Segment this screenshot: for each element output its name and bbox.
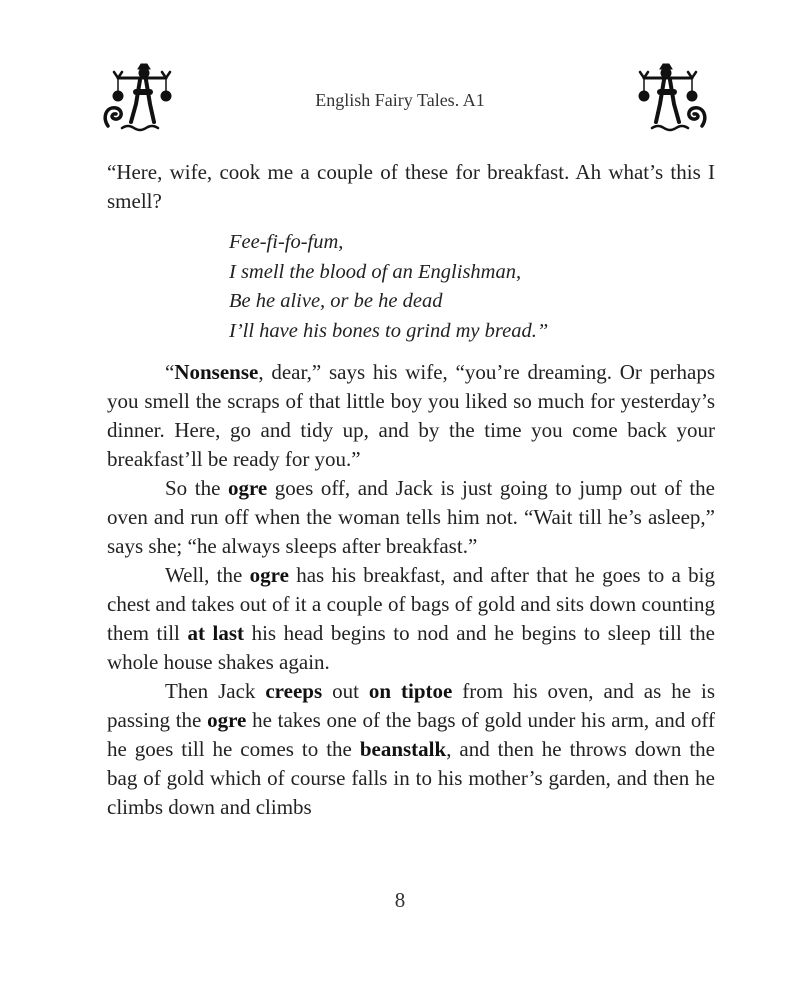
verse-line: I smell the blood of an Englishman, [229, 260, 522, 283]
vocabulary-word: at last [187, 621, 245, 645]
verse-block [229, 228, 715, 346]
verse-line: I’ll have his bones to grind my bread.” [229, 319, 549, 342]
paragraph: “Nonsense, dear,” says his wife, “you’re dreaming. Or perhaps you smell the scraps of that little boy you liked so much for yesterday’s dinner. Here, go and tidy up, and by the time you come back your breakfast’ll be ready for you.” [107, 360, 715, 471]
vocabulary-word: on tiptoe [368, 679, 453, 703]
vocabulary-word: ogre [227, 476, 268, 500]
verse-line: Be he alive, or be he dead [229, 290, 443, 312]
paragraph: So the ogre goes off, and Jack is just going to jump out of the oven and run off when the woman tells him not. “Wait till he’s asleep,” says she; “he always sleeps after breakfast.” [107, 476, 716, 558]
paragraph: “Here, wife, cook me a couple of these for breakfast. Ah what’s this I smell? [107, 160, 715, 213]
vocabulary-word: ogre [249, 563, 289, 587]
vocabulary-word: ogre [207, 708, 247, 732]
figure-carrying-pole-icon [630, 62, 710, 132]
verse-line: Fee-fi-fo-fum, [229, 231, 344, 253]
vocabulary-word: creeps [265, 679, 323, 703]
page-number: 8 [394, 888, 406, 912]
paragraph: Well, the ogre has his breakfast, and after that he goes to a big chest and takes out of it a couple of bags of gold and sits down counting them till at last his head begins to nod and he begins to sleep till the whole house shakes again. [107, 563, 715, 674]
vocabulary-word: beanstalk [359, 737, 447, 761]
story-text [107, 158, 715, 822]
paragraph: Then Jack creeps out on tiptoe from his oven, and as he is passing the ogre he takes one of the bags of gold under his arm, and off he goes till he comes to the beanstalk, and then he throws down the bag of gold which of course falls in to his mother’s garden, and then he climbs down and climbs [107, 679, 716, 819]
vocabulary-word: Nonsense [174, 360, 259, 384]
running-header-title: English Fairy Tales. A1 [315, 90, 485, 110]
